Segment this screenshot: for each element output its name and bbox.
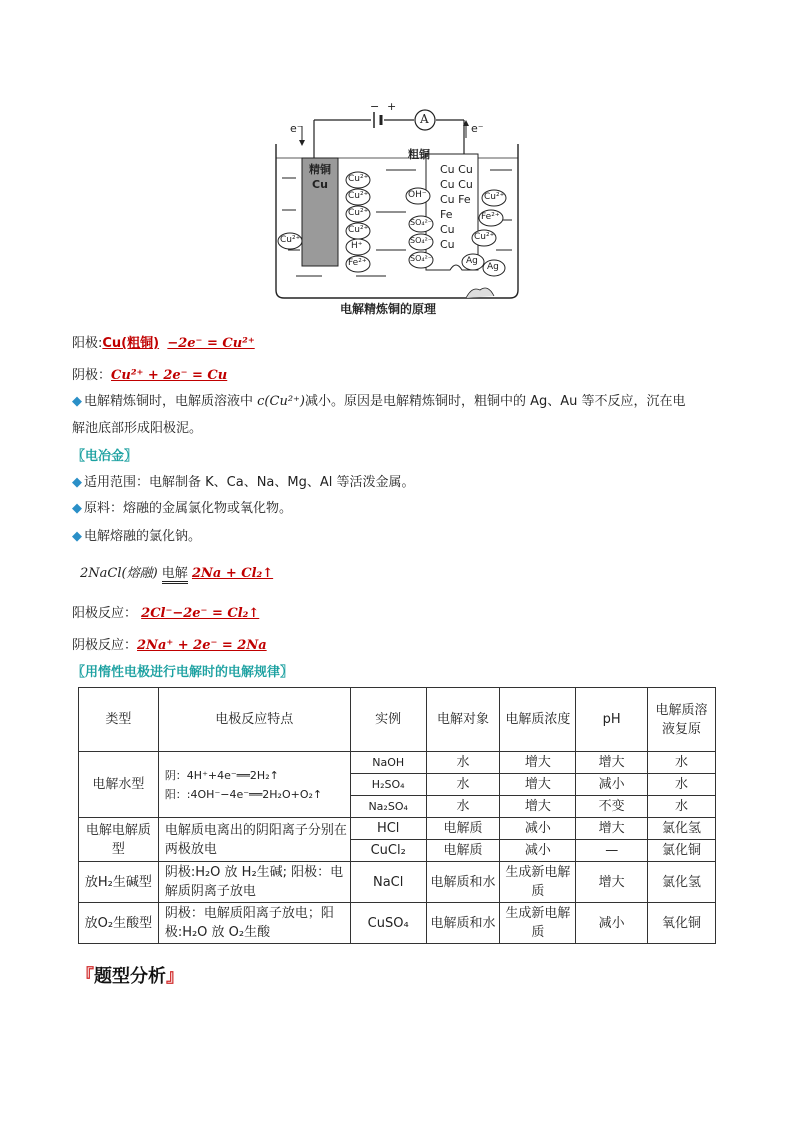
refining-note: ◆ 电解精炼铜时，电解质溶液中 c(Cu²⁺)减小。原因是电解精炼铜时，粗铜中的 Ag、Au 等不反应，沉在电 — [72, 394, 686, 409]
table-row: 电解电解质型 电解质电离出的阴阳离子分别在两极放电 HCl 电解质 减小 增大 氯化氢 — [79, 818, 716, 840]
ion-right-2: SO₄²⁻ — [410, 218, 433, 227]
anode-reaction: 阳极反应： 2Cl⁻−2e⁻ = Cl₂↑ — [72, 606, 260, 621]
ion-left-1: Cu²⁺ — [348, 174, 369, 184]
table-row: 放H₂生碱型 阴极:H₂O 放 H₂生碱; 阳极：电解质阴离子放电 NaCl 电解质和水 生成新电解质 增大 氯化氢 — [79, 862, 716, 903]
ion-left-2: Cu²⁺ — [348, 191, 369, 201]
nacl-equation: 2NaCl(熔融) 电解 2Na + Cl₂↑ — [80, 564, 273, 584]
ion-far-right-2: Fe²⁺ — [481, 212, 500, 222]
section-title: 『题型分析』 — [76, 966, 184, 987]
minus-sign: − — [370, 100, 380, 113]
heading-rules: 〖用惰性电极进行电解时的电解规律〗 — [72, 665, 294, 680]
ion-right-3: SO₄²⁻ — [410, 236, 433, 245]
diagram-caption: 电解精炼铜的原理 — [340, 302, 437, 316]
heading-metallurgy: 〖电冶金〗 — [72, 449, 138, 464]
ion-right-4: SO₄²⁻ — [410, 254, 433, 263]
electrolysis-rules-table — [78, 687, 716, 944]
diamond-icon: ◆ — [72, 394, 82, 409]
table-header: 类型 电极反应特点 实例 电解对象 电解质浓度 pH 电解质溶液复原 — [79, 688, 716, 752]
crude-copper-contents: Cu Cu Cu Cu Cu Fe Fe Cu Cu — [440, 163, 473, 251]
crude-copper-label: 粗铜 — [408, 148, 430, 161]
pure-copper-label: 精铜 Cu — [309, 163, 331, 191]
table-row: 放O₂生酸型 阴极：电解质阳离子放电；阳极:H₂O 放 O₂生酸 CuSO₄ 电解质和水 生成新电解质 减小 氧化铜 — [79, 903, 716, 944]
bullet-scope: ◆ 适用范围：电解制备 K、Ca、Na、Mg、Al 等活泼金属。 — [72, 475, 415, 490]
bullet-material: ◆ 原料：熔融的金属氯化物或氧化物。 — [72, 501, 293, 516]
electron-left: e⁻ — [290, 122, 303, 135]
table-row: 电解水型 阴：4H⁺+4e⁻══2H₂↑ 阳：:4OH⁻−4e⁻══2H₂O+O₂↑ NaOH 水 增大 增大 水 — [79, 752, 716, 774]
refining-note-cont: 解池底部形成阳极泥。 — [72, 421, 203, 436]
ag-1: Ag — [466, 256, 478, 266]
ion-far-right-1: Cu²⁺ — [484, 192, 505, 202]
cathode-reaction: 阴极反应：2Na⁺ + 2e⁻ = 2Na — [72, 638, 267, 653]
diamond-icon: ◆ — [72, 529, 82, 544]
ag-2: Ag — [487, 262, 499, 272]
ion-left-6: Fe²⁺ — [348, 258, 367, 268]
ion-far-right-3: Cu²⁺ — [474, 232, 495, 242]
cathode-line: 阴极：Cu²⁺ + 2e⁻ = Cu — [72, 368, 228, 383]
plus-sign: + — [387, 100, 397, 113]
table-row: Na₂SO₄ 水 增大 不变 水 — [79, 796, 716, 818]
ion-right-1: OH⁻ — [408, 190, 427, 200]
diamond-icon: ◆ — [72, 475, 82, 490]
table-row: CuCl₂ 电解质 减小 — 氯化铜 — [79, 840, 716, 862]
ion-outer-left: Cu²⁺ — [280, 235, 301, 245]
electron-right: e⁻ — [471, 122, 484, 135]
electrolysis-diagram — [266, 100, 528, 320]
anode-line: 阳极:Cu(粗铜) −2e⁻ = Cu²⁺ — [72, 336, 255, 351]
diamond-icon: ◆ — [72, 501, 82, 516]
table-row: H₂SO₄ 水 增大 减小 水 — [79, 774, 716, 796]
ion-left-3: Cu²⁺ — [348, 208, 369, 218]
ammeter-label: A — [420, 112, 429, 126]
bullet-nacl: ◆ 电解熔融的氯化钠。 — [72, 529, 202, 544]
ion-left-5: H⁺ — [351, 241, 363, 251]
ion-left-4: Cu²⁺ — [348, 225, 369, 235]
diagram-drawing — [266, 100, 528, 320]
